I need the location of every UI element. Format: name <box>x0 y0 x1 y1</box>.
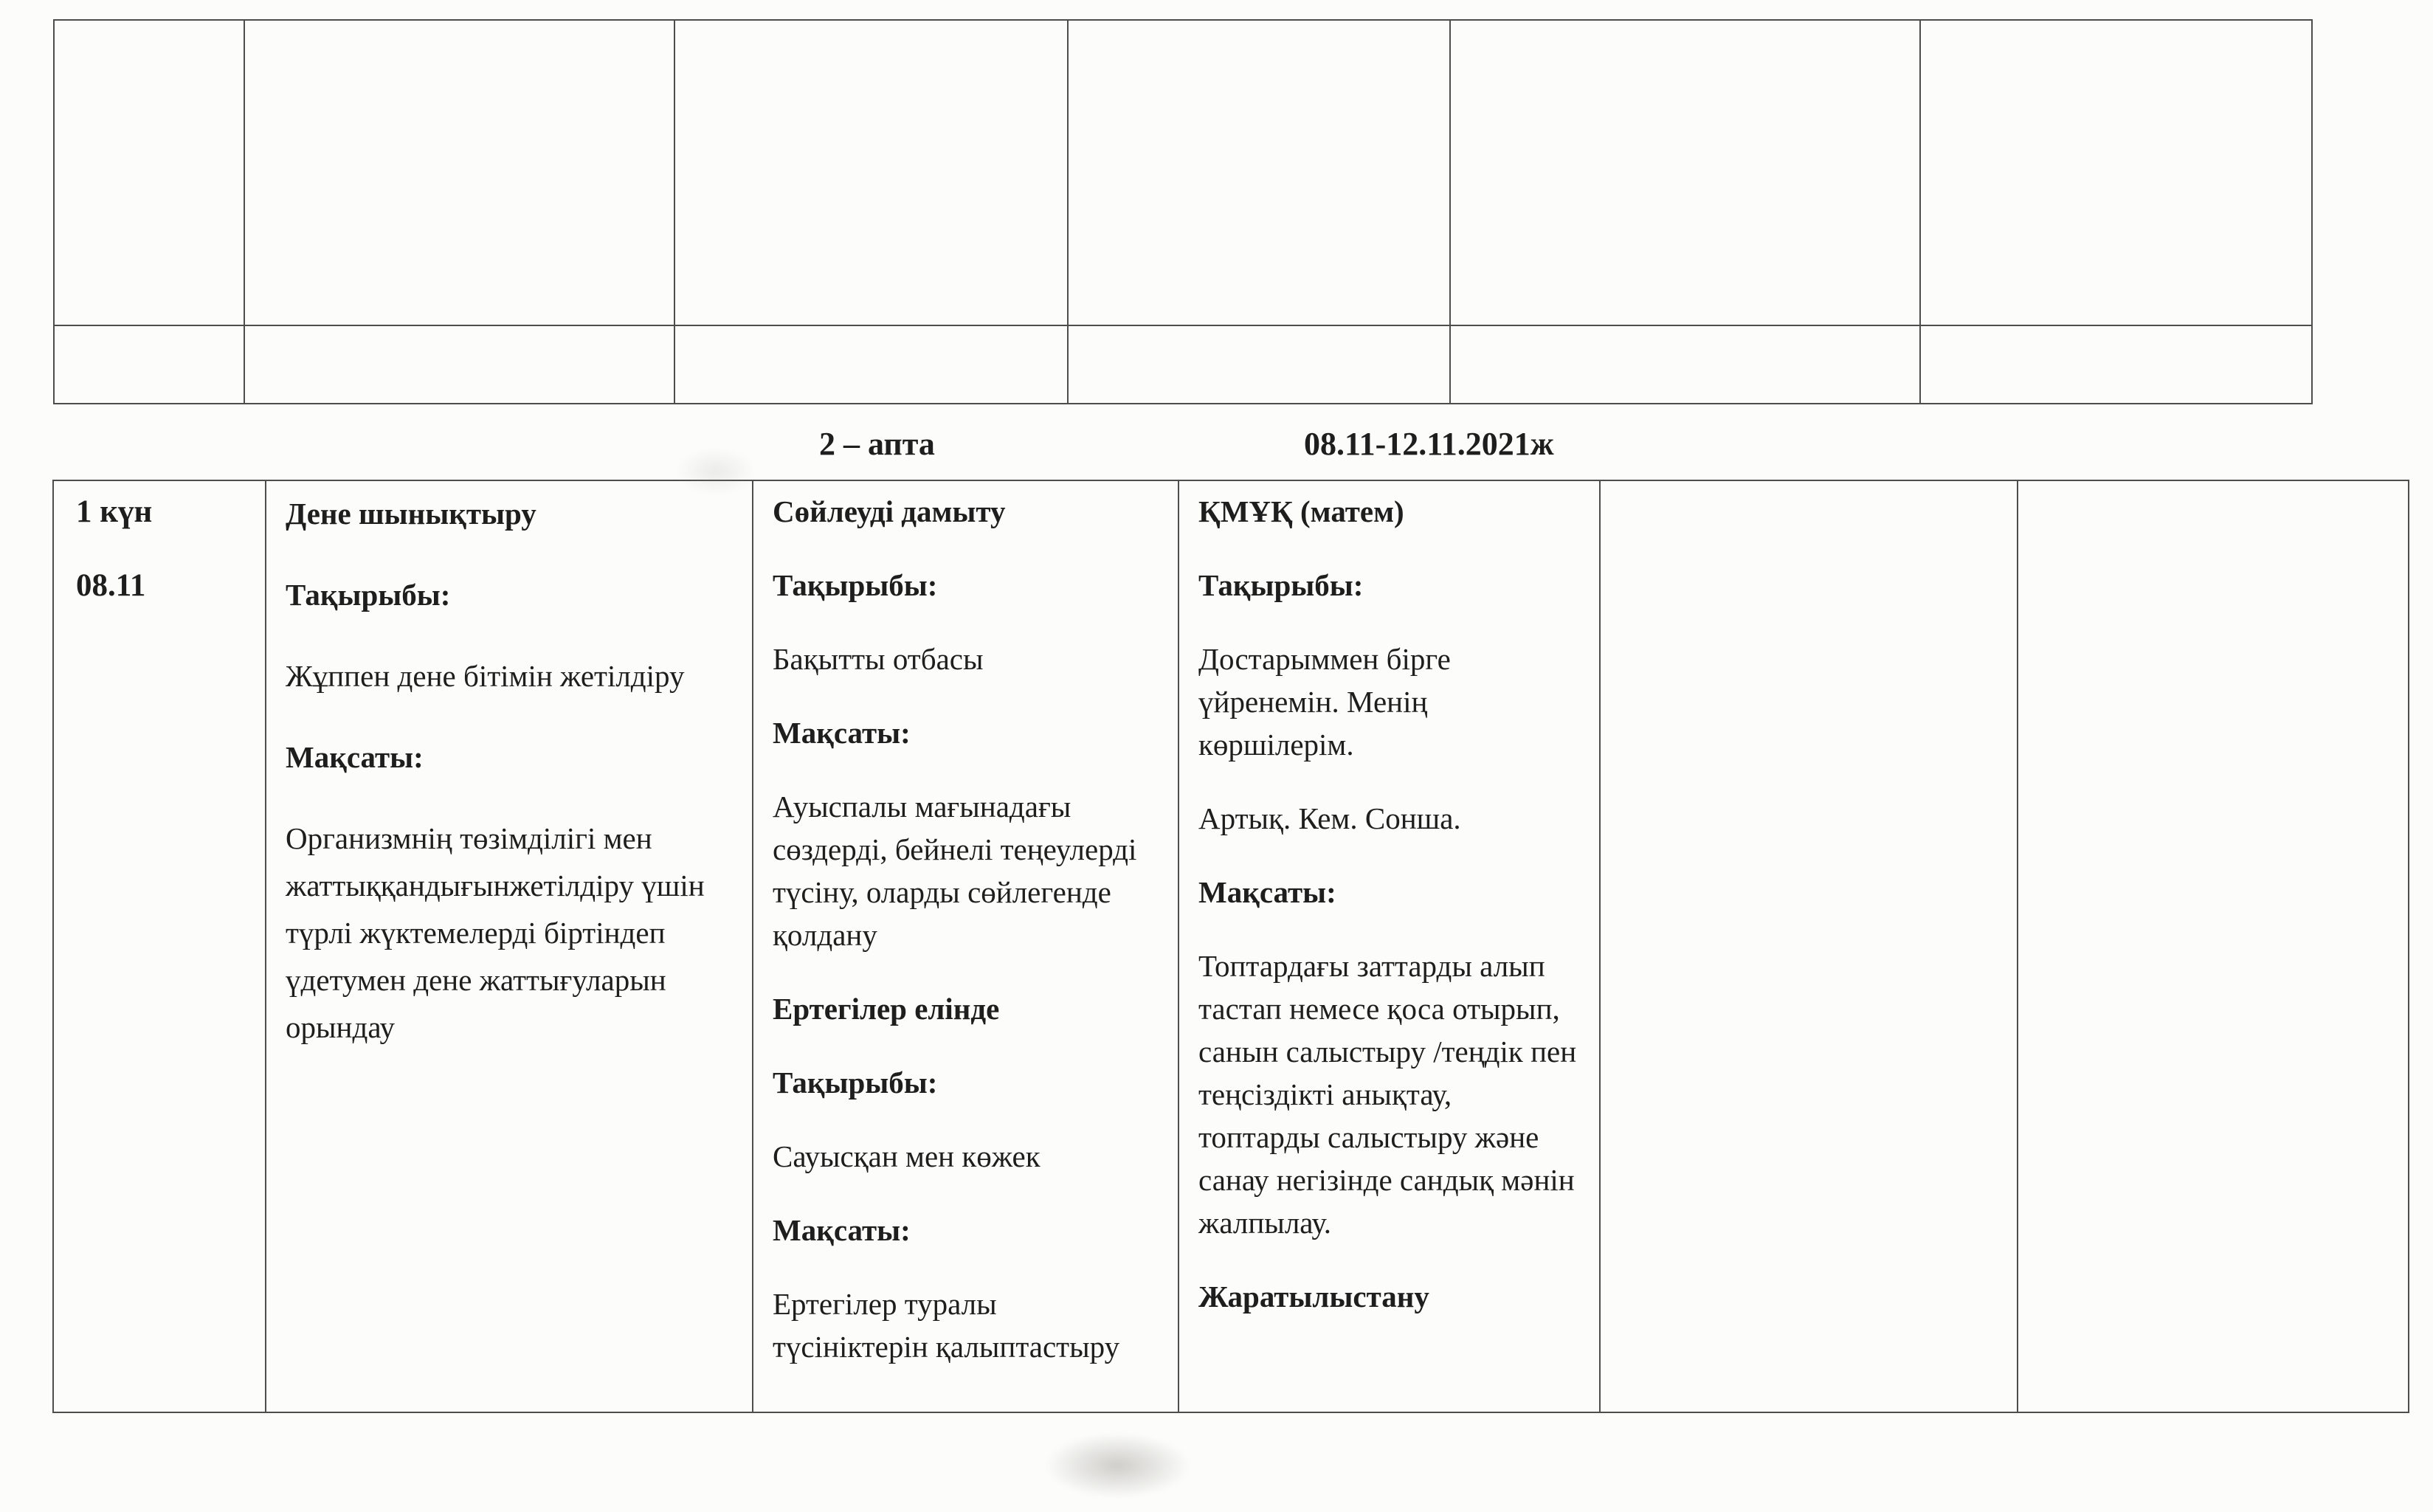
scan-smudge <box>1042 1432 1193 1499</box>
day-number: 1 күн <box>76 494 153 529</box>
empty-cell <box>1919 326 2311 403</box>
topic-label: Тақырыбы: <box>773 568 938 602</box>
top-empty-table <box>53 19 2313 404</box>
topic-text: Бақытты отбасы <box>773 642 984 676</box>
empty-cell <box>55 326 244 403</box>
subject-title: Сөйлеуді дамыту <box>773 494 1006 528</box>
empty-cell <box>1067 21 1449 326</box>
week-date-range-label: 08.11-12.11.2021ж <box>1304 426 1554 462</box>
day-cell <box>54 481 265 1412</box>
goal-text: Топтардағы заттарды алып тастап немесе қоса отырып, санын салыстыру /теңдік пен теңсіздікті анықтау, топтарды салыстыру және санау негізінде сандық мәнін жалпылау. <box>1198 949 1577 1240</box>
physical-education-cell <box>265 481 752 1412</box>
empty-cell <box>674 21 1067 326</box>
empty-cell <box>1449 21 1919 326</box>
empty-cell <box>244 21 674 326</box>
goal-text-2: Ертегілер туралы түсініктерін қалыптастыру <box>773 1287 1120 1364</box>
week-number-label: 2 – апта <box>819 426 935 462</box>
schedule-table <box>52 480 2409 1413</box>
next-subject-title: Жаратылыстану <box>1198 1280 1429 1313</box>
subject-title: Дене шынықтыру <box>286 497 536 531</box>
empty-cell <box>1067 326 1449 403</box>
goal-text: Ауыспалы мағынадағы сөздерді, бейнелі теңеулерді түсіну, оларды сөйлегенде қолдану <box>773 790 1137 952</box>
math-cell <box>1178 481 1599 1412</box>
goal-label: Мақсаты: <box>773 716 911 750</box>
empty-cell <box>674 326 1067 403</box>
empty-cell <box>1919 21 2311 326</box>
empty-cell <box>55 21 244 326</box>
empty-cell <box>244 326 674 403</box>
topic-text: Жұппен дене бітімін жетілдіру <box>286 659 685 693</box>
topic-extra-text: Артық. Кем. Сонша. <box>1198 801 1461 835</box>
empty-lesson-cell-2 <box>2017 481 2408 1412</box>
speech-development-cell <box>752 481 1178 1412</box>
empty-lesson-cell-1 <box>1599 481 2017 1412</box>
subject-title-2: Ертегілер елінде <box>773 992 1000 1026</box>
empty-cell <box>1449 326 1919 403</box>
goal-text: Организмнің төзімділігі мен жаттыққандығынжетілдіру үшін түрлі жүктемелерді біртіндеп үдетумен дене жаттығуларын орындау <box>286 821 705 1044</box>
topic-label-2: Тақырыбы: <box>773 1066 938 1100</box>
week-header <box>0 427 2433 471</box>
topic-label: Тақырыбы: <box>286 578 451 612</box>
topic-text: Достарыммен бірге үйренемін. Менің көршілерім. <box>1198 642 1451 762</box>
goal-label: Мақсаты: <box>286 740 424 774</box>
goal-label-2: Мақсаты: <box>773 1213 911 1247</box>
topic-label: Тақырыбы: <box>1198 568 1364 602</box>
topic-text-2: Сауысқан мен көжек <box>773 1139 1041 1173</box>
subject-title: ҚМҰҚ (матем) <box>1198 494 1404 528</box>
goal-label: Мақсаты: <box>1198 875 1336 909</box>
day-date: 08.11 <box>76 568 146 603</box>
